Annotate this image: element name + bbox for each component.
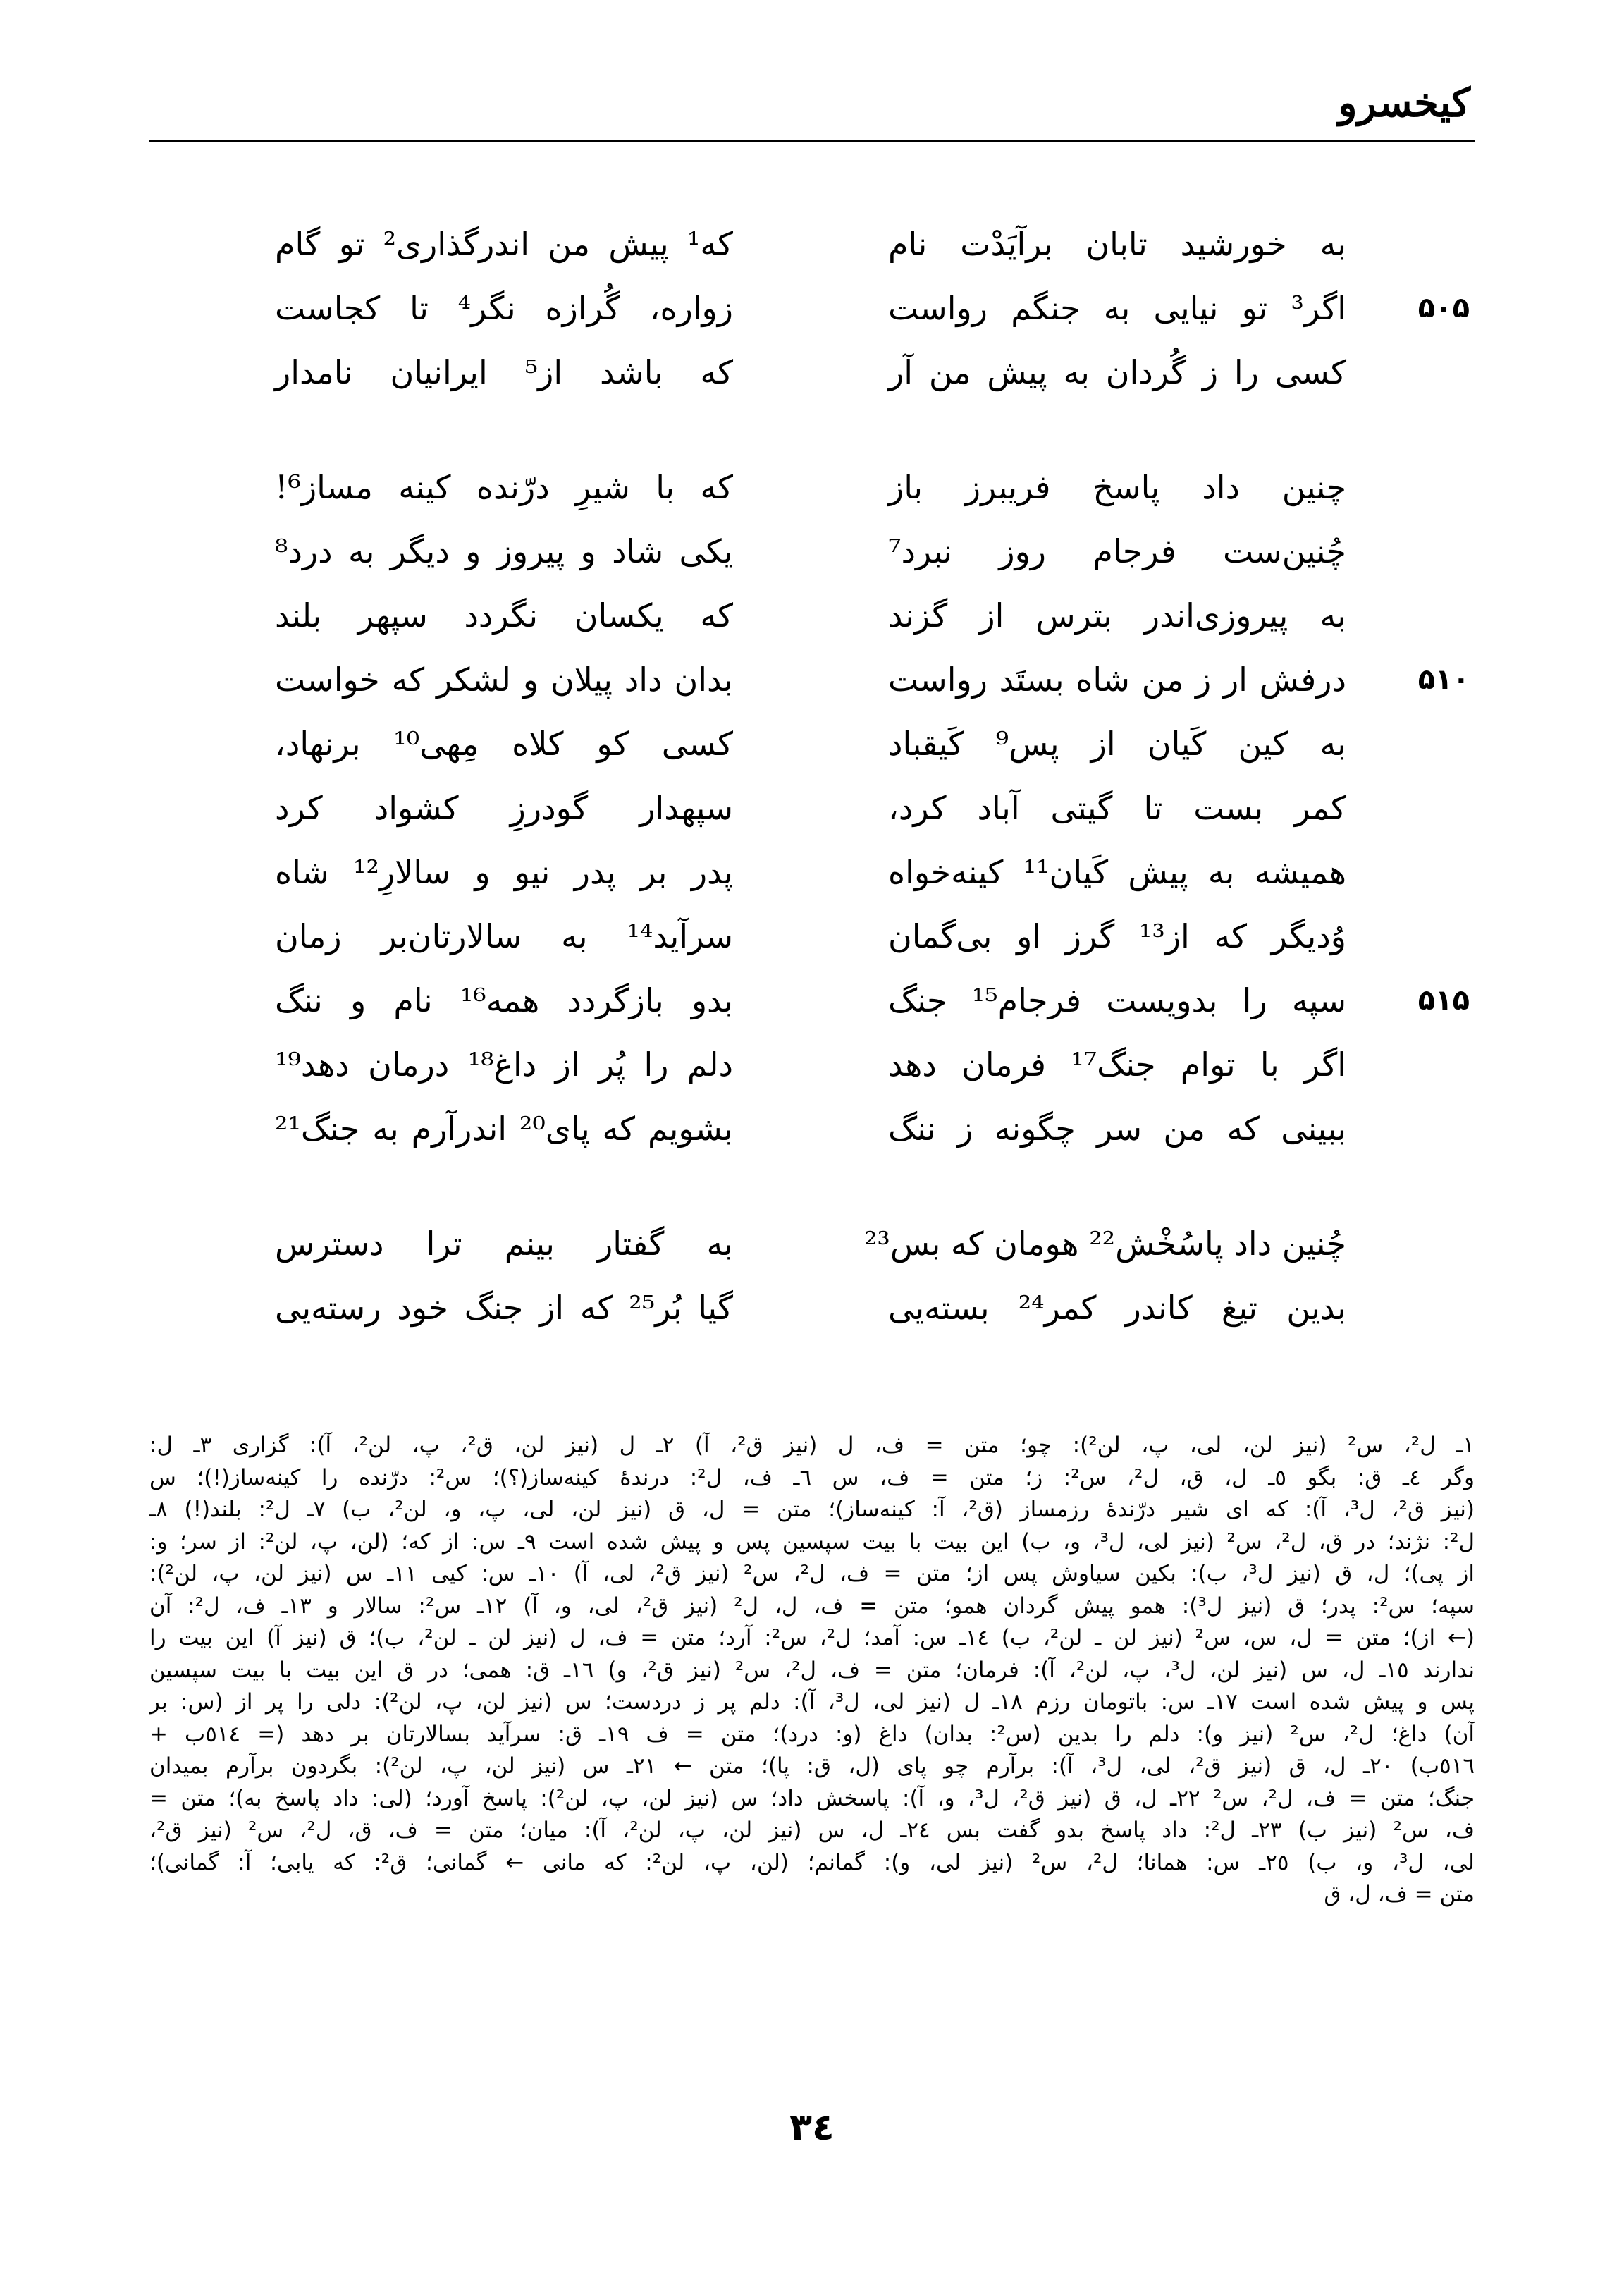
hemistich-second: پدر بر پدر نیو و سالارِ¹² شاه (275, 852, 733, 891)
couplet (275, 904, 1346, 968)
hemistich-first: چُنین‌ست فرجام روز نبرد⁷ (888, 532, 1346, 570)
hemistich-first: وُدیگر که از¹³ گرز او بی‌گمان (888, 917, 1346, 955)
hemistich-first: درفش ار ز من شاه بستَد رواست (888, 660, 1346, 699)
running-title: کیخسرو (1338, 80, 1470, 126)
hemistich-first: به خورشید تابان برآیَدْت نام (888, 224, 1346, 263)
couplet (275, 711, 1346, 776)
footnote-line: ل²: نژند؛ در ق، ل²، س² (نیز لی، ل³، و، ب) این بیت با بیت سپسین پس و پیش شده است ۹ـ س: از که؛ (لن، پ، لن²: از سر؛ و: (149, 1528, 1475, 1555)
line-number: ۵۱۰ (1417, 663, 1470, 696)
footnote-line: پس و پیش شده است ۱۷ـ س: باتومان رزم ۱۸ـ ل (نیز لی، ل³، آ): دلم پر ز دردست؛ س (نیز لن، پ، لن²): دلی را پر از (س: بر (149, 1689, 1475, 1715)
hemistich-second: به گفتار بینم ترا دسترس (275, 1224, 733, 1263)
hemistich-second: دلم را پُر از داغ¹⁸ درمان دهد¹⁹ (275, 1045, 733, 1084)
couplet (275, 519, 1346, 583)
hemistich-second: سرآید¹⁴ به سالارتان‌بر زمان (275, 917, 733, 955)
stanza (275, 1211, 1346, 1340)
footnote-line: ندارند ۱٥ـ ل، س (نیز لن، ل³، پ، لن²، آ): فرمان؛ متن = ف، ل²، س² (نیز ق²، و) ۱٦ـ ق: همی؛ در ق این بیت با بیت سپسین (149, 1657, 1475, 1683)
footnote-line: (← از)؛ متن = ل، س، س² (نیز لن ـ لن²، ب) ۱٤ـ س: آمد؛ ل²، س²: آرد؛ متن = ف، ل (نیز لن ـ لن²، ب)؛ ق (نیز آ) این بیت را (149, 1625, 1475, 1650)
hemistich-first: چنین داد پاسخ فریبرز باز (888, 467, 1346, 506)
hemistich-second: گیا بُر²⁵ که از جنگ خود رسته‌یی (275, 1288, 733, 1327)
line-number: ۵۰۵ (1417, 291, 1470, 324)
couplet (275, 1096, 1346, 1160)
couplet (275, 840, 1346, 904)
stanza (275, 455, 1470, 1160)
hemistich-first: سپه را بدویست فرجام¹⁵ جنگ (888, 981, 1347, 1019)
couplet (275, 1275, 1346, 1340)
line-number: ۵۱۵ (1417, 983, 1470, 1017)
hemistich-second: کسی کو کلاه مِهی¹⁰ برنهاد، (275, 724, 733, 763)
hemistich-first: کسی را ز گُردان به پیش من آر (888, 353, 1346, 391)
hemistich-second: سپهدار گودرزِ کشواد کرد (275, 788, 733, 827)
footnote-line: ٥۱٦ب) ۲۰ـ ل، ق (نیز ق²، لی، ل³، آ): برآرم چو پای (ل، ق: پا)؛ متن ← ۲۱ـ س (نیز لن، پ، لن²): بگردون برآرم بمیدان (149, 1753, 1475, 1779)
hemistich-first: کمر بست تا گیتی آباد کرد، (888, 788, 1346, 827)
couplet (275, 1211, 1346, 1275)
hemistich-second: بدان داد پیلان و لشکر که خواست (275, 660, 733, 699)
footnote-line: لی، ل³، و، ب) ۲٥ـ س: همانا؛ ل²، س² (نیز لی، و): گمانم؛ (لن، پ، لن²: که مانی ← گمانی؛ ق²: که یابی؛ آ: گمانی)؛ (149, 1849, 1475, 1875)
hemistich-second: که¹ پیش من اندرگذاری² تو گام (275, 224, 733, 263)
couplet (275, 583, 1346, 647)
hemistich-first: ببینی که من سر چگونه ز ننگ (888, 1109, 1346, 1148)
footnote-line: سپه؛ س²: پدر؛ ق (نیز ل³): همو پیش گردان همو؛ متن = ف، ل، ل² (نیز ق²، لی، و، آ) ۱۲ـ س²: سالار و ۱۳ـ ف، ل²: آن (149, 1593, 1475, 1619)
stanza (275, 212, 1470, 404)
hemistich-first: به کین کَیان از پس⁹ کَیقباد (888, 724, 1346, 763)
hemistich-second: یکی شاد و پیروز و دیگر به درد⁸ (275, 532, 733, 570)
hemistich-second: که یکسان نگردد سپهر بلند (275, 596, 733, 635)
hemistich-second: زواره، گُرازه نگر⁴ تا کجاست (275, 288, 733, 327)
hemistich-first: همیشه به پیش کَیان¹¹ کینه‌خواه (888, 852, 1347, 891)
footnote-line: ۱ـ ل²، س² (نیز لن، لی، پ، لن²): چو؛ متن = ف، ل (نیز ق²، آ) ۲ـ ل (نیز لن، ق²، پ، لن²، آ): گزاری ۳ـ ل: (149, 1433, 1475, 1458)
header-rule (149, 140, 1475, 142)
footnote-line: ف، س² (نیز ب) ۲۳ـ ل²: داد پاسخ بدو گفت بس ۲٤ـ ل، س (نیز لن، پ، لن²، آ): میان؛ متن = ف، ق، ل²، س² (نیز ق²، (149, 1818, 1475, 1843)
page-number: ۳٤ (789, 2107, 835, 2149)
couplet (275, 212, 1346, 276)
hemistich-first: بدین تیغ کاندر کمر²⁴ بسته‌یی (888, 1288, 1346, 1327)
hemistich-second: بدو بازگردد همه¹⁶ نام و ننگ (275, 981, 734, 1019)
footnote-line: وگر ٤ـ ق: بگو ٥ـ ل، ق، ل²، س²: ز؛ متن = ف، س ٦ـ ف، ل²: درندهٔ کینه‌ساز(؟)؛ س²: درّنده را کینه‌ساز(!)؛ س (149, 1464, 1475, 1490)
footnotes (149, 1430, 1475, 1911)
couplet (275, 647, 1470, 711)
couplet (275, 455, 1346, 519)
hemistich-second: بشویم که پای²⁰ اندرآرم به جنگ²¹ (275, 1109, 733, 1148)
footnote-line: متن = ف، ل، ق (1324, 1882, 1475, 1907)
couplet (275, 340, 1346, 404)
couplet (275, 276, 1470, 340)
footnote-line: (نیز ق²، ل³، آ): که ای شیر درّندهٔ رزمساز (ق²، آ: کینه‌ساز)؛ متن = ل، ق (نیز لن، لی، پ، و، لن²، ب) ۷ـ ل²: بلند(!) ۸ـ (149, 1497, 1475, 1522)
hemistich-first: اگر³ تو نیایی به جنگم رواست (888, 288, 1346, 327)
hemistich-second: که باشد از⁵ ایرانیان نامدار (275, 353, 733, 391)
hemistich-first: به پیروزی‌اندر بترس از گزند (888, 596, 1346, 635)
couplet (275, 776, 1346, 840)
hemistich-first: اگر با توام جنگ¹⁷ فرمان دهد (888, 1045, 1346, 1084)
hemistich-first: چُنین داد پاسُخْش²² هومان که بس²³ (863, 1224, 1346, 1263)
verse-block (275, 212, 1470, 1390)
couplet (275, 1032, 1346, 1096)
hemistich-second: که با شیرِ درّنده کینه مساز⁶! (275, 467, 733, 506)
footnote-line: جنگ؛ متن = ف، ل²، س² ۲۲ـ ل، ق (نیز ق²، ل³، و، آ): پاسخش داد؛ س (نیز لن، پ، لن²): پاسخ آورد؛ (لی: داد پاسخ به)؛ متن = (149, 1785, 1475, 1811)
footnote-line: از پی)؛ ل، ق (نیز ل³، ب): بکین سیاوش پس از؛ متن = ف، ل²، س² (نیز ق²، لی، آ) ۱۰ـ س: کیی ۱۱ـ س (نیز لن، پ، لن²): (149, 1561, 1475, 1586)
couplet (275, 968, 1470, 1032)
footnote-line: آن) داغ؛ ل²، س² (نیز و): دلم را بدین (س²: بدان) داغ (و: درد)؛ متن = ف ۱۹ـ ق: سرآید بسالارتان بر دهد (= ٥۱٤ب + (149, 1721, 1475, 1747)
